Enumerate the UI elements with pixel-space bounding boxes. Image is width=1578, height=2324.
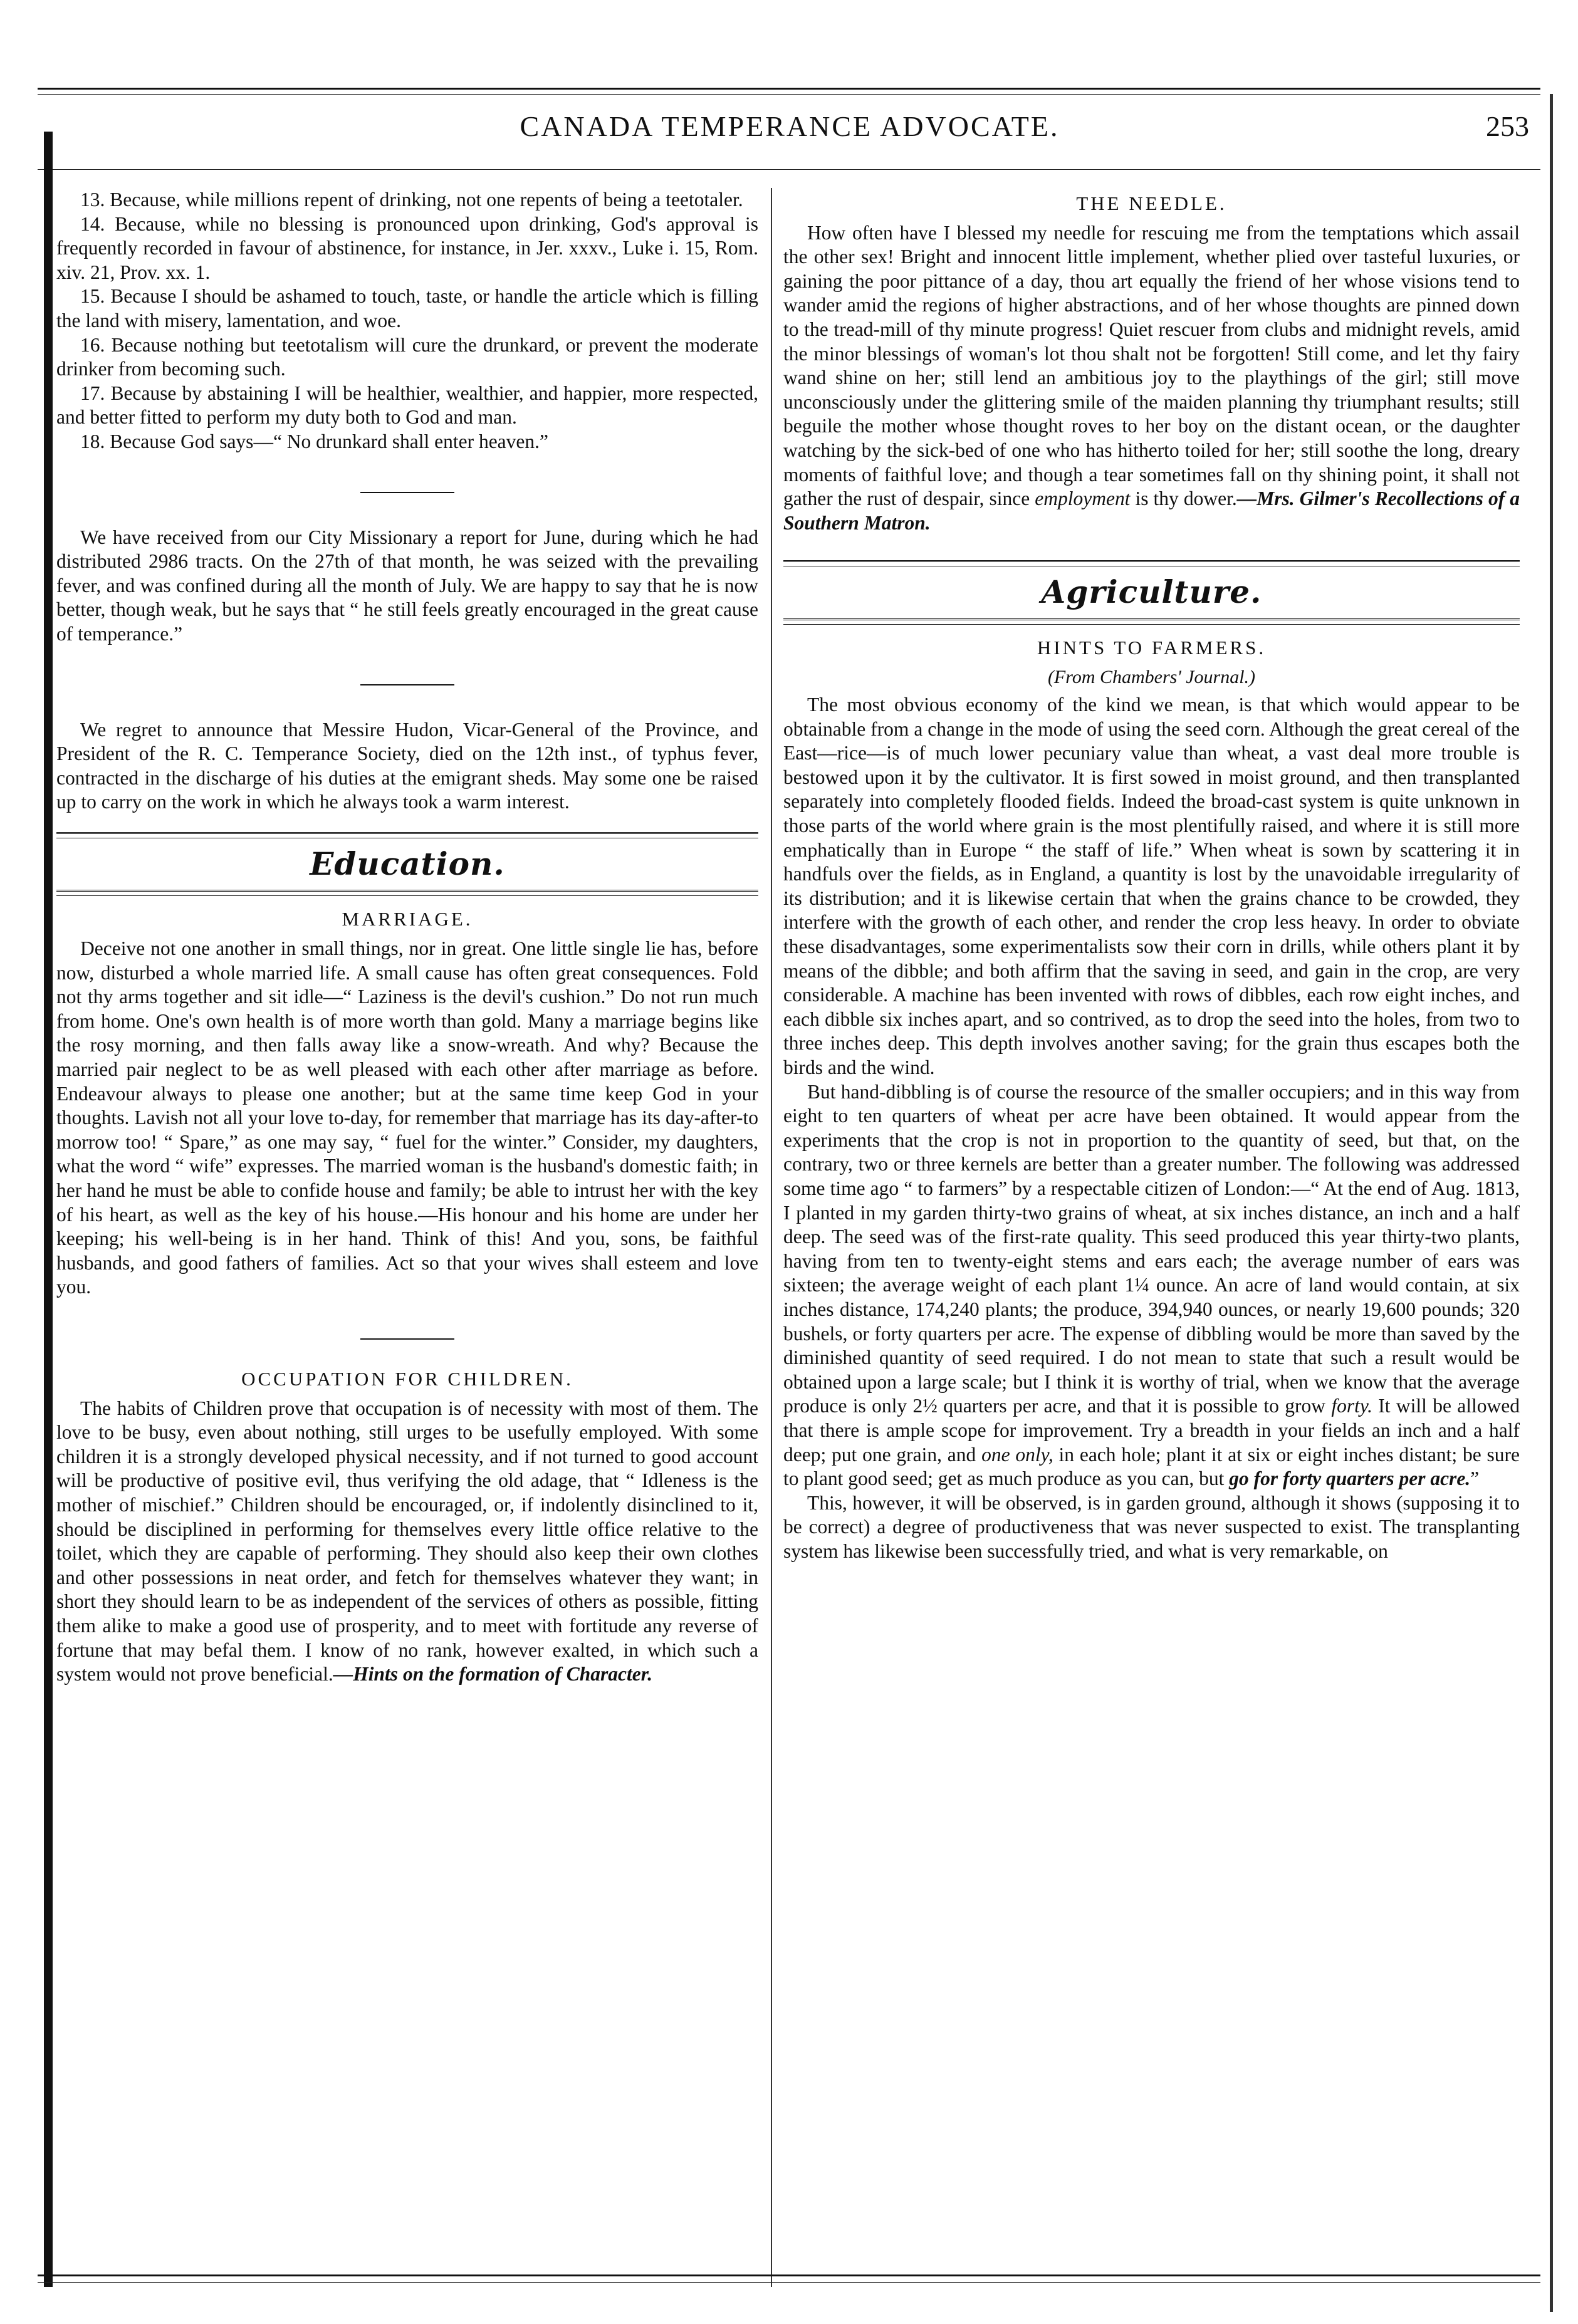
- needle-title: THE NEEDLE.: [1076, 192, 1227, 214]
- top-rule-thin: [38, 94, 1540, 95]
- binding-edge: [44, 132, 53, 2287]
- right-edge: [1550, 94, 1553, 2312]
- hints-source: (From Chambers' Journal.): [1047, 666, 1256, 687]
- needle-text: [783, 221, 1520, 536]
- missionary-notice: We have received from our City Missionary a report for June, during which he had distributed 2986 tracts. On the 27th of that month, he was seized with the prevailing fever, and was confined during all the month of July. We are happy to say that he is now better, though weak, but he says that “ he still feels greatly encouraged in the great cause of temperance.”: [56, 526, 758, 645]
- agriculture-heading: Agriculture.: [1041, 573, 1262, 611]
- hints-p2-end: ”: [1470, 1467, 1480, 1490]
- hints-p2-emphasis-2: one only,: [981, 1443, 1053, 1466]
- top-rule: [38, 88, 1540, 90]
- column-divider: [771, 188, 772, 2287]
- hints-paragraph-3: This, however, it will be observed, is in garden ground, although it shows (supposing it to be correct) a degree of productiveness that was never suspected to exist. The transplanting system has likewise been successfully tried, and what is very remarkable, on: [783, 1491, 1520, 1562]
- occupation-title: OCCUPATION FOR CHILDREN.: [241, 1367, 573, 1390]
- hints-p2-cont-2: in each hole; plant it at six or eight inches distant; be sure to plant good seed; get as much produce as you can, but: [783, 1443, 1520, 1490]
- hints-paragraph-2: [783, 1080, 1520, 1491]
- needle-body: How often have I blessed my needle for rescuing me from the temptations which assail the other sex! Bright and innocent little implement, whether plied over tasteful luxuries, or gaining the poor pittance of a day, thou art equally the friend of her whose visions tend to wander amid the regions of higher abstractions, and of her whose thoughts are pinned down to the tread-mill of thy minute progress! Quiet rescuer from clubs and midnight revels, amid the minor blessings of woman's lot thou shalt not be forgotten! Still come, and let thy fairy wand shine on her; still lend an ambitious joy to the playthings of the girl; still move unconsciously under the glittering smile of the maiden planning thy triumphant results; still beguile the mother whose thought roves to her boy on the distant ocean, or the daughter watching by the sick-bed of one who has hitherto toiled for her; still soothe the long, dreary moments of faithful love; and though a tear sometimes fall on thy shining point, it shall not gather the rust of despair, since: [783, 221, 1520, 510]
- marriage-title: MARRIAGE.: [342, 908, 473, 930]
- occupation-text: [56, 1397, 758, 1687]
- bottom-rule-thin: [38, 2282, 1540, 2283]
- hints-paragraph-1: The most obvious economy of the kind we mean, is that which would appear to be obtainable from a change in the mode of using the seed corn. Although the great cereal of the East—rice—is of much lower pecuniary value than wheat, a vast deal more trouble is bestowed upon it by the cultivator. It is first sowed in moist ground, and then transplanted separately into completely flooded fields. Indeed the broad-cast system is quite unknown in those parts of the world where grain is the most plentifully raised, and where it is still more emphatically than in Europe “ the staff of life.” When wheat is sown by scattering it in handfuls over the fields, as in England, a quantity is lost by the unavoidable irregularity of its distribution; and it is likewise certain that when the grains chance to be crowded, they interfere with the growth of each other, and render the crop less heavy. In order to obviate these disadvantages, some experimentalists sow their corn in drills, while others plant it by means of the dibble; and both affirm that the saving in seed, and gain in the crop, are very considerable. A machine has been invented with rows of dibbles, each row eight inches, and each dibble six inches apart, and so contrived, as to drop the seed into the holes, from two to three inches deep. This depth involves another saving; for the grain thus escapes both the birds and the wind.: [783, 694, 1520, 1078]
- hints-p2-emphasis-3: go for forty quarters per acre.: [1229, 1467, 1471, 1490]
- header-rule: [38, 169, 1540, 170]
- newspaper-title: CANADA TEMPERANCE ADVOCATE.: [520, 110, 1060, 142]
- separator-rule: [360, 684, 454, 685]
- separator-rule: [360, 492, 454, 493]
- hints-p2-body: But hand-dibbling is of course the resource of the smaller occupiers; and in this way from eight to ten quarters of wheat per acre have been obtained. It would appear from the experiments that the crop is not in proportion to the quantity of seed, but that, on the contrary, two or three kernels are better than a greater number. The following was addressed some time ago “ to farmers” by a respectable citizen of London:—“ At the end of Aug. 1813, I planted in my garden thirty-two grains of wheat, at six inches distance, an inch and a half deep. The seed was of the first-rate quality. This seed produced this year thirty-two plants, having from ten to twenty-eight stems and ears each; the average number of ears was sixteen; the average weight of each plant 1¼ ounce. An acre of land would contain, at six inches distance, 174,240 plants; the produce, 394,940 ounces, or nearly 19,600 pounds; 320 bushels, or forty quarters per acre. The expense of dibbling would be more than saved by the diminished quantity of seed required. I do not mean to state that such a result would be obtained upon a large scale; but I think it is worthy of trial, when we know that the average produce is only 2½ quarters per acre, and that it is possible to grow: [783, 1080, 1520, 1417]
- reason-16: 16. Because nothing but teetotalism will cure the drunkard, or prevent the moderate drinker from becoming such.: [56, 333, 758, 380]
- reason-18: 18. Because God says—“ No drunkard shall enter heaven.”: [80, 430, 549, 452]
- hints-p2-emphasis: forty.: [1331, 1395, 1372, 1417]
- right-column: [783, 188, 1520, 1563]
- reason-17: 17. Because by abstaining I will be healthier, wealthier, and happier, more respected, and better fitted to perform my duty both to God and man.: [56, 382, 758, 429]
- reason-15: 15. Because I should be ashamed to touch, taste, or handle the article which is filling the land with misery, lamentation, and woe.: [56, 285, 758, 331]
- hints-p2-cont: It will be allowed that there is ample scope for improvement. Try a breadth in your fields an inch and a half deep; put one grain, and: [783, 1395, 1520, 1466]
- left-column: [56, 188, 758, 1687]
- needle-tail: is thy dower.: [1135, 487, 1237, 510]
- occupation-source: —Hints on the formation of Character.: [333, 1663, 653, 1686]
- section-rule: [783, 618, 1520, 625]
- needle-source: —Mrs. Gilmer's Recollections of a Southern Matron.: [783, 487, 1520, 534]
- page-number: 253: [1486, 110, 1529, 142]
- section-rule: [783, 560, 1520, 566]
- hints-title: HINTS TO FARMERS.: [1037, 636, 1267, 659]
- occupation-body: The habits of Children prove that occupation is of necessity with most of them. The love to be busy, even about nothing, still urges to be usefully employed. With some children it is a strongly developed physical necessity, and if not turned to good account will be productive of positive evil, thus verifying the old adage, that “ Idleness is the mother of mischief.” Children should be encouraged, or, if indolently disinclined to it, should be disciplined in performing for themselves every little office relative to the toilet, which they are capable of performing. They should also keep their own clothes and other possessions in neat order, and fetch for themselves whatever they want; in short they should learn to be as independent of the services of others as possible, fitting them alike to make a good use of prosperity, and to meet with fortitude any reverse of fortune that may befal them. I know of no rank, however exalted, in which such a system would not prove beneficial.: [56, 1397, 758, 1686]
- page-header: [50, 110, 1529, 160]
- reason-14: 14. Because, while no blessing is pronounced upon drinking, God's approval is frequently recorded in favour of abstinence, for instance, in Jer. xxxv., Luke i. 15, Rom. xiv. 21, Prov. xx. 1.: [56, 212, 758, 283]
- separator-rule: [360, 1338, 454, 1340]
- hudon-notice: We regret to announce that Messire Hudon, Vicar-General of the Province, and President of the R. C. Temperance Society, died on the 12th inst., of typhus fever, contracted in the discharge of his duties at the emigrant sheds. May some one be raised up to carry on the work in which he always took a warm interest.: [56, 718, 758, 813]
- needle-emphasis: employment: [1035, 487, 1131, 510]
- bottom-rule: [38, 2274, 1540, 2276]
- marriage-text: Deceive not one another in small things, nor in great. One little single lie has, before now, disturbed a whole married life. A small cause has often great consequences. Fold not thy arms together and sit idle—“ Laziness is the devil's cushion.” Do not run much from home. One's own health is of more worth than gold. Many a marriage begins like the rosy morning, and then falls away like a snow-wreath. And why? Because the married pair neglect to be as well pleased with each other after marriage as before. Endeavour always to please one another; but at the same time keep God in your thoughts. Lavish not all your love to-day, for remember that marriage has its day-after-to morrow too! “ Spare,” as one may say, “ fuel for the winter.” Consider, my daughters, what the word “ wife” expresses. The married woman is the husband's domestic faith; in her hand he must be able to confide house and family; be able to intrust her with the key of his heart, as well as the key of his house.—His honour and his home are under her keeping; his well-being is in her hand. Think of this! And you, sons, be faithful husbands, and good fathers of families. Act so that your wives shall esteem and love you.: [56, 937, 758, 1298]
- section-rule: [56, 832, 758, 838]
- education-heading: Education.: [310, 845, 505, 882]
- section-rule: [56, 890, 758, 896]
- reason-13: 13. Because, while millions repent of drinking, not one repents of being a teetotaler.: [80, 189, 743, 211]
